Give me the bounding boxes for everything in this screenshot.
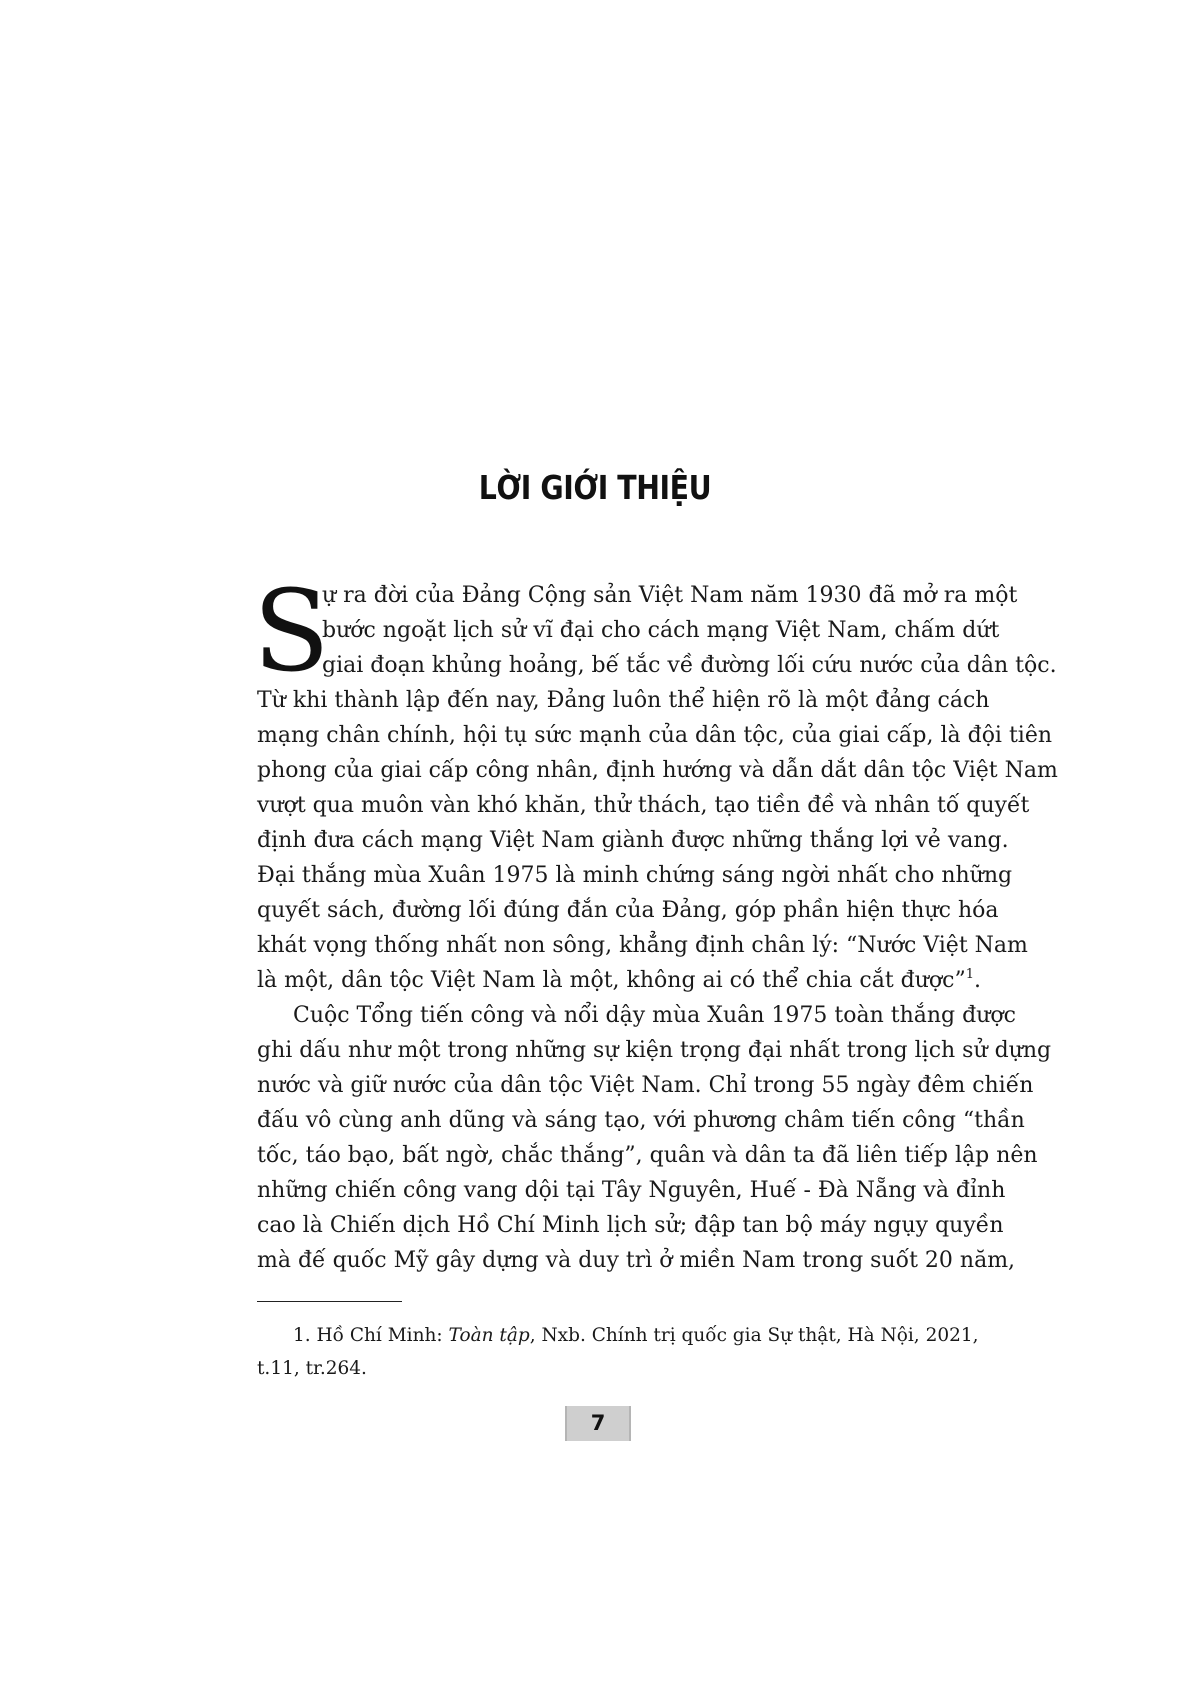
text-line: ghi dấu như một trong những sự kiện trọng đại nhất trong lịch sử dựng bbox=[257, 1038, 1052, 1063]
text-line: tốc, táo bạo, bất ngờ, chắc thắng”, quân và dân ta đã liên tiếp lập nên bbox=[257, 1143, 1038, 1168]
footnote bbox=[257, 1319, 979, 1385]
text-line: ự ra đời của Đảng Cộng sản Việt Nam năm 1930 đã mở ra một bbox=[322, 583, 1018, 608]
page-title: LỜI GIỚI THIỆU bbox=[478, 468, 712, 507]
text-line: Cuộc Tổng tiến công và nổi dậy mùa Xuân 1975 toàn thắng được bbox=[293, 1003, 1016, 1028]
text-line: định đưa cách mạng Việt Nam giành được những thắng lợi vẻ vang. bbox=[257, 828, 1009, 853]
text-line: giai đoạn khủng hoảng, bế tắc về đường lối cứu nước của dân tộc. bbox=[322, 653, 1057, 678]
footnote-line-2: t.11, tr.264. bbox=[257, 1358, 367, 1379]
text-line: đấu vô cùng anh dũng và sáng tạo, với phương châm tiến công “thần bbox=[257, 1108, 1025, 1133]
footnote-number: 1. Hồ Chí Minh: bbox=[293, 1325, 449, 1346]
text-line: quyết sách, đường lối đúng đắn của Đảng, góp phần hiện thực hóa bbox=[257, 898, 999, 923]
main-text bbox=[253, 567, 1058, 1278]
text-line: khát vọng thống nhất non sông, khẳng định chân lý: “Nước Việt Nam bbox=[257, 933, 1028, 958]
text-line: vượt qua muôn vàn khó khăn, thử thách, tạo tiền đề và nhân tố quyết bbox=[257, 793, 1030, 818]
page-number: 7 bbox=[565, 1406, 631, 1441]
footnote-divider bbox=[257, 1301, 402, 1302]
text-line: phong của giai cấp công nhân, định hướng và dẫn dắt dân tộc Việt Nam bbox=[257, 758, 1058, 783]
text-line: cao là Chiến dịch Hồ Chí Minh lịch sử; đập tan bộ máy ngụy quyền bbox=[257, 1213, 1004, 1238]
drop-cap: S bbox=[253, 567, 330, 697]
text-line: Từ khi thành lập đến nay, Đảng luôn thể hiện rõ là một đảng cách bbox=[257, 688, 990, 713]
text-line-last bbox=[257, 963, 982, 998]
footnote-reference: 1 bbox=[965, 967, 975, 982]
text-line: những chiến công vang dội tại Tây Nguyên, Huế - Đà Nẵng và đỉnh bbox=[257, 1178, 1006, 1203]
footnote-line-1 bbox=[257, 1319, 979, 1352]
last-line-text: là một, dân tộc Việt Nam là một, không ai có thể chia cắt được” bbox=[257, 968, 966, 993]
text-line: mạng chân chính, hội tụ sức mạnh của dân tộc, của giai cấp, là đội tiên bbox=[257, 723, 1053, 748]
text-line: mà đế quốc Mỹ gây dựng và duy trì ở miền Nam trong suốt 20 năm, bbox=[257, 1248, 1016, 1273]
text-line: Đại thắng mùa Xuân 1975 là minh chứng sáng ngời nhất cho những bbox=[257, 863, 1013, 888]
footnote-rest: , Nxb. Chính trị quốc gia Sự thật, Hà Nội, 2021, bbox=[529, 1325, 979, 1346]
text-line: nước và giữ nước của dân tộc Việt Nam. Chỉ trong 55 ngày đêm chiến bbox=[257, 1073, 1034, 1098]
paragraph-2 bbox=[257, 998, 1052, 1278]
text-line: bước ngoặt lịch sử vĩ đại cho cách mạng Việt Nam, chấm dứt bbox=[322, 618, 1000, 643]
footnote-work-title: Toàn tập bbox=[448, 1325, 530, 1346]
last-line-period: . bbox=[974, 968, 982, 993]
paragraph-1 bbox=[253, 567, 1058, 998]
